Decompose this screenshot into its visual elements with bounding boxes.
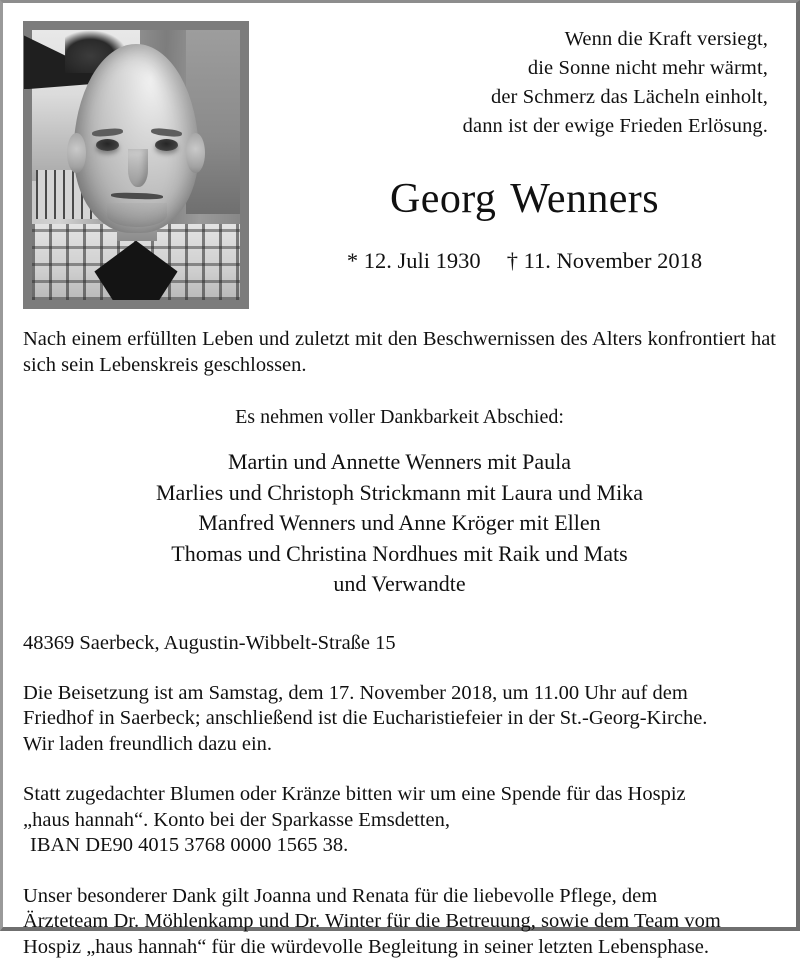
- verse-line: der Schmerz das Lächeln einholt,: [248, 83, 768, 112]
- photo-left-ear: [67, 133, 86, 174]
- mourner-line: Marlies und Christoph Strickmann mit Laura und Mika: [23, 478, 776, 509]
- photo-right-ear: [186, 133, 205, 174]
- notice-content: [3, 3, 796, 927]
- mourner-line: und Verwandte: [23, 569, 776, 600]
- thanks-line: Hospiz „haus hannah“ für die würdevolle Begleitung in seiner letzten Lebensphase.: [23, 935, 776, 960]
- deceased-last-name: Wenners: [510, 176, 659, 222]
- header-block: [23, 15, 776, 307]
- photo-nose: [128, 149, 149, 187]
- mourner-line: Martin und Annette Wenners mit Paula: [23, 447, 776, 478]
- birth-date: 12. Juli 1930: [364, 248, 481, 273]
- photo-right-eye: [155, 139, 178, 151]
- donation-line: „haus hannah“. Konto bei der Sparkasse Emsdetten,: [23, 808, 776, 834]
- life-dates: [273, 247, 776, 275]
- funeral-line: Friedhof in Saerbeck; anschließend ist die Eucharistiefeier in der St.-Georg-Kirche.: [23, 706, 776, 732]
- deceased-first-name: Georg: [390, 176, 496, 222]
- mourner-line: Manfred Wenners und Anne Kröger mit Ellen: [23, 508, 776, 539]
- verse-line: Wenn die Kraft versiegt,: [248, 25, 768, 54]
- donation-line: Statt zugedachter Blumen oder Kränze bitten wir um eine Spende für das Hospiz: [23, 782, 776, 808]
- funeral-line: Die Beisetzung ist am Samstag, dem 17. November 2018, um 11.00 Uhr auf dem: [23, 681, 776, 707]
- verse-line: dann ist der ewige Frieden Erlösung.: [248, 112, 768, 141]
- deceased-name: [273, 175, 776, 223]
- mourners-section: [23, 404, 776, 600]
- thanks-line: Unser besonderer Dank gilt Joanna und Renata für die liebevolle Pflege, dem: [23, 884, 776, 910]
- funeral-details: [23, 681, 776, 758]
- iban-line: IBAN DE90 4015 3768 0000 1565 38.: [23, 833, 776, 859]
- intro-paragraph: Nach einem erfüllten Leben und zuletzt mit den Beschwernissen des Alters konfrontiert hat sich sein Lebenskreis geschlossen.: [23, 327, 776, 378]
- memorial-verse: [248, 25, 768, 141]
- portrait-photo: [32, 30, 240, 300]
- photo-chin: [107, 203, 167, 227]
- death-date: 11. November 2018: [524, 248, 703, 273]
- cross-icon: †: [507, 248, 518, 273]
- funeral-line: Wir laden freundlich dazu ein.: [23, 732, 776, 758]
- family-address: 48369 Saerbeck, Augustin-Wibbelt-Straße 15: [23, 630, 776, 656]
- mourners-lead-text: Es nehmen voller Dankbarkeit Abschied:: [23, 404, 776, 430]
- verse-line: die Sonne nicht mehr wärmt,: [248, 54, 768, 83]
- mourner-line: Thomas und Christina Nordhues mit Raik und Mats: [23, 539, 776, 570]
- thanks-section: [23, 884, 776, 960]
- donation-details: [23, 782, 776, 859]
- birth-symbol-icon: *: [347, 248, 358, 273]
- portrait-photo-frame: [23, 21, 249, 309]
- thanks-line: Ärzteteam Dr. Möhlenkamp und Dr. Winter für die Betreuung, sowie dem Team vom: [23, 909, 776, 935]
